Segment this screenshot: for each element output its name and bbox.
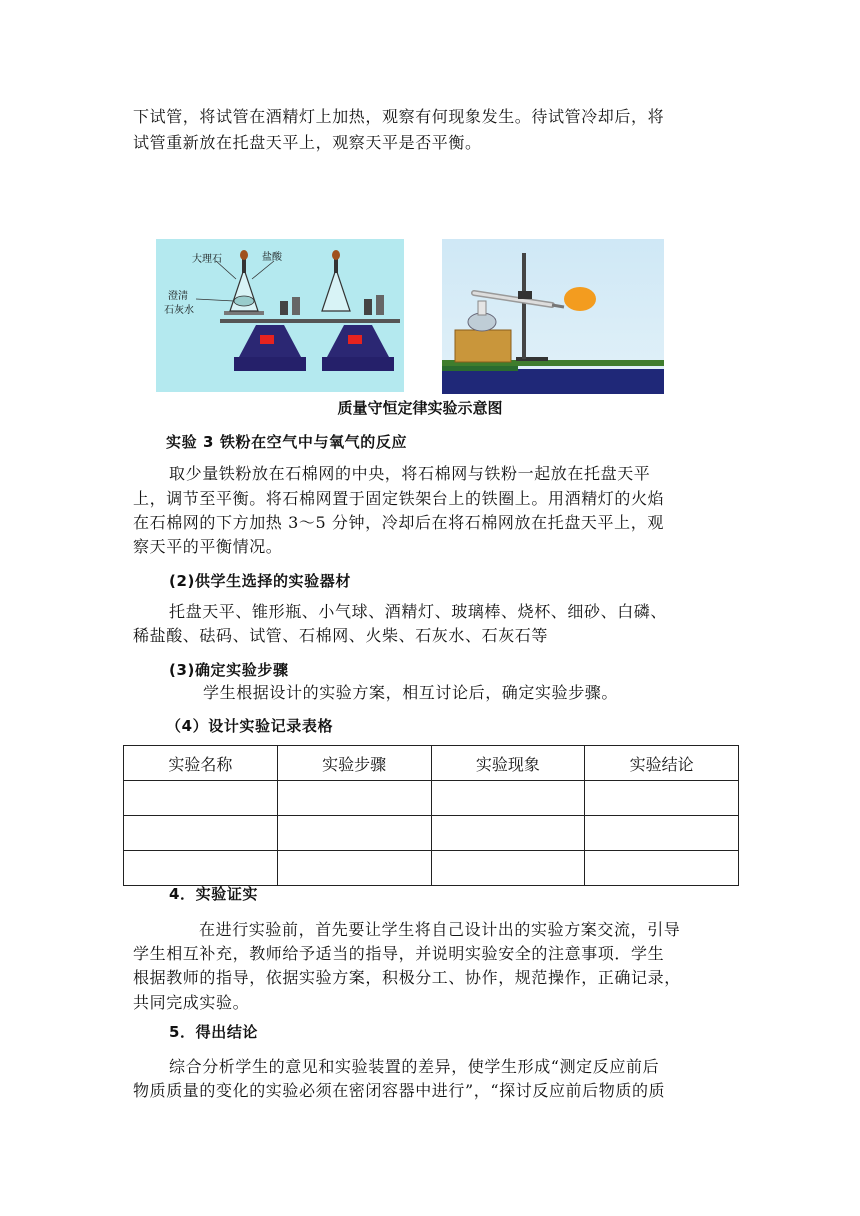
table-cell: [277, 781, 431, 816]
figure-caption: 质量守恒定律实验示意图: [337, 399, 503, 417]
balance-label-right: [348, 335, 362, 344]
sec3-title: (3)确定实验步骤: [169, 661, 289, 679]
table-row: [124, 781, 739, 816]
header-experiment-conclusion: 实验结论: [585, 746, 739, 781]
heating-experiment-figure: [442, 239, 664, 394]
table-cell: [277, 816, 431, 851]
step4-line-3: 根据教师的指导，依据实验方案，积极分工、协作，规范操作，正确记录，: [133, 968, 681, 987]
sec4-title: （4）设计实验记录表格: [166, 717, 334, 735]
step5-title: 5．得出结论: [169, 1023, 259, 1041]
step4-line-1: 在进行实验前，首先要让学生将自己设计出的实验方案交流，引导: [199, 920, 681, 939]
iron-stand-base: [516, 357, 548, 361]
table-cell: [431, 781, 585, 816]
sec2-line-2: 稀盐酸、砝码、试管、石棉网、火柴、石灰水、石灰石等: [133, 626, 549, 645]
exp3-line-2: 上，调节至平衡。将石棉网置于固定铁架台上的铁圈上。用酒精灯的火焰: [133, 489, 665, 508]
step5-line-1: 综合分析学生的意见和实验装置的差异，使学生形成“测定反应前后: [169, 1057, 660, 1076]
conical-flask-right: [322, 269, 350, 311]
step4-line-4: 共同完成实验。: [133, 993, 250, 1012]
table-header-row: [124, 746, 739, 781]
iron-stand-rod: [522, 253, 526, 359]
balloon: [564, 287, 596, 311]
sec3-line: 学生根据设计的实验方案，相互讨论后，确定实验步骤。: [203, 683, 619, 702]
table-cell: [124, 816, 278, 851]
label-acid: 盐酸: [262, 252, 282, 263]
table-cell: [585, 816, 739, 851]
balance-base-right: [322, 357, 394, 371]
exp3-line-4: 察天平的平衡情况。: [133, 537, 283, 556]
header-experiment-phenomena: 实验现象: [431, 746, 585, 781]
alcohol-lamp: [478, 301, 486, 315]
experiment-record-table: [123, 745, 739, 886]
label-marble: 大理石: [192, 254, 222, 265]
table-cell: [585, 781, 739, 816]
table-cell: [431, 851, 585, 886]
table-cell: [277, 851, 431, 886]
table-cell: [124, 781, 278, 816]
balance-base-left: [234, 357, 306, 371]
label-limewater-2: 石灰水: [164, 305, 194, 316]
sec2-line-1: 托盘天平、锥形瓶、小气球、酒精灯、玻璃棒、烧杯、细砂、白磷、: [169, 602, 668, 621]
balance-label-left: [260, 335, 274, 344]
sec2-title: (2)供学生选择的实验器材: [169, 572, 351, 590]
exp3-title: 实验 3 铁粉在空气中与氧气的反应: [166, 433, 408, 451]
table-cell: [431, 816, 585, 851]
header-experiment-steps: 实验步骤: [277, 746, 431, 781]
balance-beam-right: [316, 319, 400, 323]
heating-diagram: [442, 239, 664, 394]
wooden-block: [455, 330, 511, 362]
table-row: [124, 816, 739, 851]
step4-title: 4．实验证实: [169, 885, 259, 903]
label-limewater-1: 澄清: [168, 291, 188, 302]
intro-line-1: 下试管，将试管在酒精灯上加热，观察有何现象发生。待试管冷却后，将: [133, 107, 665, 126]
balance-beam-left: [220, 319, 318, 323]
balance-experiment-figure: [156, 239, 404, 392]
intro-line-2: 试管重新放在托盘天平上，观察天平是否平衡。: [133, 133, 482, 152]
step4-line-2: 学生相互补充，教师给予适当的指导，并说明实验安全的注意事项．学生: [133, 944, 665, 963]
header-experiment-name: 实验名称: [124, 746, 278, 781]
step5-line-2: 物质质量的变化的实验必须在密闭容器中进行”，“探讨反应前后物质的质: [133, 1081, 666, 1100]
table-cell: [585, 851, 739, 886]
exp3-line-3: 在石棉网的下方加热 3～5 分钟，冷却后在将石棉网放在托盘天平上，观: [133, 513, 664, 532]
exp3-line-1: 取少量铁粉放在石棉网的中央，将石棉网与铁粉一起放在托盘天平: [169, 464, 651, 483]
